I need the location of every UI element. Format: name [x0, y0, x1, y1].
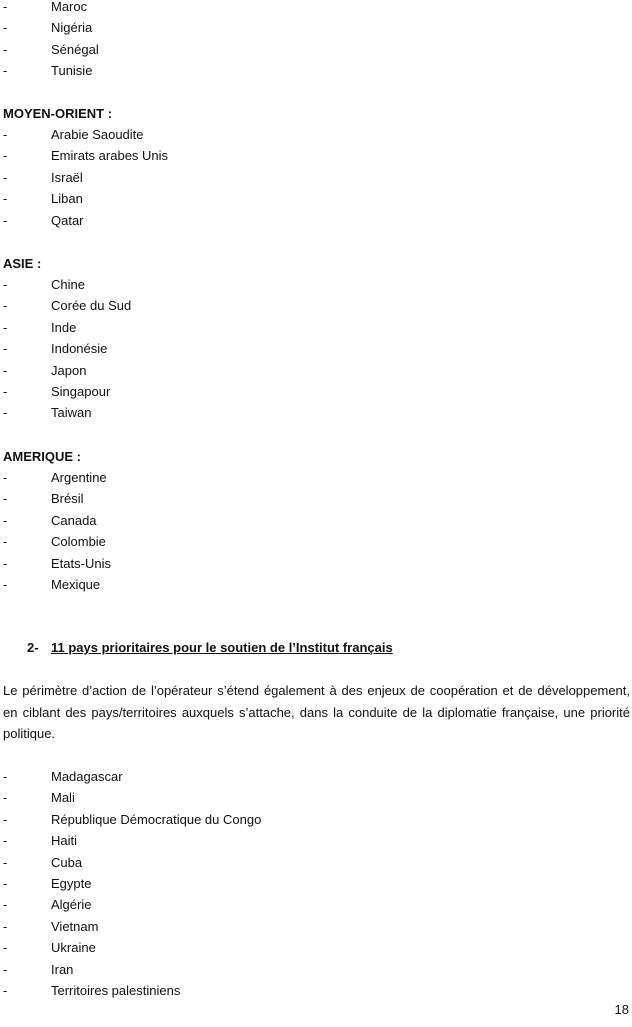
- section-number: 2-: [27, 640, 39, 655]
- country-name: Singapour: [51, 383, 111, 399]
- country-name: Mexique: [51, 576, 101, 592]
- country-name: Liban: [51, 191, 83, 207]
- country-name: Corée du Sud: [51, 298, 132, 314]
- country-name: Arabie Saoudite: [51, 127, 144, 142]
- bullet-dash: -: [3, 405, 8, 421]
- bullet-dash: -: [3, 127, 8, 142]
- bullet-dash: -: [3, 940, 8, 956]
- middle-east-heading: MOYEN-ORIENT :: [3, 106, 113, 121]
- section-2-paragraph: Le périmètre d’action de l’opérateur s’étend également à des enjeux de coopération et de développement, en ciblant des pays/territoires auxquels s’attache, dans la conduite de la diplomatie française, une priorité politique.: [3, 683, 630, 742]
- country-name: Qatar: [51, 212, 84, 228]
- country-name: Tunisie: [51, 63, 93, 79]
- page-number: 18: [614, 1002, 629, 1017]
- country-name: Mali: [51, 790, 75, 806]
- country-name: Madagascar: [51, 769, 123, 784]
- bullet-dash: -: [3, 811, 8, 827]
- bullet-dash: -: [3, 20, 8, 36]
- country-name: Vietnam: [51, 918, 99, 934]
- country-name: Inde: [51, 319, 77, 335]
- bullet-dash: -: [3, 470, 8, 485]
- bullet-dash: -: [3, 383, 8, 399]
- country-name: Etats-Unis: [51, 555, 111, 571]
- bullet-dash: -: [3, 854, 8, 870]
- bullet-dash: -: [3, 362, 8, 378]
- bullet-dash: -: [3, 277, 8, 292]
- bullet-dash: -: [3, 41, 8, 57]
- bullet-dash: -: [3, 0, 8, 14]
- country-name: Territoires palestiniens: [51, 982, 181, 998]
- bullet-dash: -: [3, 319, 8, 335]
- country-name: Ukraine: [51, 940, 96, 956]
- country-name: Canada: [51, 512, 97, 528]
- section-2-title: [27, 640, 393, 656]
- asia-heading: ASIE :: [3, 256, 42, 271]
- country-name: Cuba: [51, 854, 83, 870]
- country-name: Algérie: [51, 897, 92, 913]
- bullet-dash: -: [3, 982, 8, 998]
- country-name: République Démocratique du Congo: [51, 811, 262, 827]
- bullet-dash: -: [3, 897, 8, 913]
- bullet-dash: -: [3, 555, 8, 571]
- country-name: Maroc: [51, 0, 88, 14]
- america-heading: AMERIQUE :: [3, 449, 81, 464]
- bullet-dash: -: [3, 148, 8, 164]
- bullet-dash: -: [3, 576, 8, 592]
- bullet-dash: -: [3, 961, 8, 977]
- country-name: Nigéria: [51, 20, 93, 36]
- bullet-dash: -: [3, 790, 8, 806]
- country-name: Argentine: [51, 470, 107, 485]
- bullet-dash: -: [3, 191, 8, 207]
- bullet-dash: -: [3, 769, 8, 784]
- section-title-text: 11 pays prioritaires pour le soutien de l’Institut français: [51, 640, 393, 655]
- bullet-dash: -: [3, 918, 8, 934]
- country-name: Egypte: [51, 875, 92, 891]
- bullet-dash: -: [3, 63, 8, 79]
- bullet-dash: -: [3, 298, 8, 314]
- bullet-dash: -: [3, 212, 8, 228]
- country-name: Brésil: [51, 491, 84, 507]
- bullet-dash: -: [3, 875, 8, 891]
- bullet-dash: -: [3, 491, 8, 507]
- bullet-dash: -: [3, 534, 8, 550]
- bullet-dash: -: [3, 512, 8, 528]
- country-name: Iran: [51, 961, 74, 977]
- country-name: Colombie: [51, 534, 106, 550]
- country-name: Haiti: [51, 833, 78, 849]
- country-name: Sénégal: [51, 41, 99, 57]
- country-name: Japon: [51, 362, 87, 378]
- country-name: Chine: [51, 277, 85, 292]
- country-name: Indonésie: [51, 341, 108, 357]
- country-name: Emirats arabes Unis: [51, 148, 169, 164]
- country-name: Israël: [51, 169, 83, 185]
- country-name: Taiwan: [51, 405, 92, 421]
- bullet-dash: -: [3, 341, 8, 357]
- bullet-dash: -: [3, 833, 8, 849]
- bullet-dash: -: [3, 169, 8, 185]
